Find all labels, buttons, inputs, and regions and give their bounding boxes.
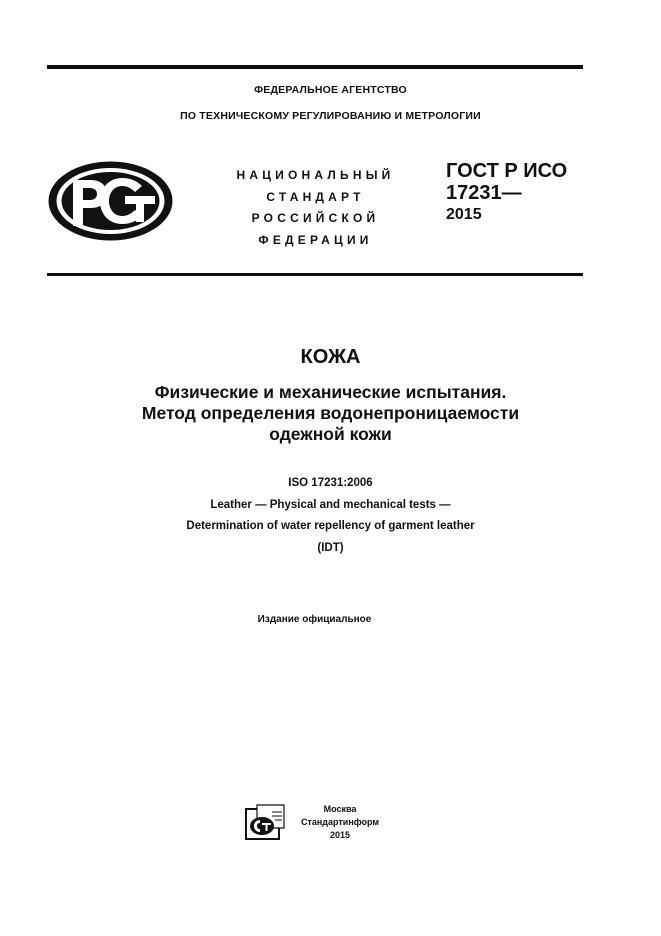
document-subtitle: [0, 382, 661, 445]
national-standard-line4: ФЕДЕРАЦИИ: [258, 232, 373, 247]
publisher-city: Москва: [323, 804, 357, 814]
standartinform-logo-icon: [245, 804, 285, 840]
standard-designation-year: 2015: [446, 206, 482, 223]
publisher-info: [294, 803, 386, 842]
top-rule: [47, 65, 583, 69]
agency-name-line2: ПО ТЕХНИЧЕСКОМУ РЕГУЛИРОВАНИЮ И МЕТРОЛОГИИ: [180, 110, 481, 122]
subtitle-line3: одежной кожи: [269, 424, 392, 444]
iso-english-title-line2: Determination of water repellency of garment leather: [186, 520, 475, 532]
national-standard-line3: РОССИЙСКОЙ: [251, 211, 380, 225]
national-standard-line1: НАЦИОНАЛЬНЫЙ: [236, 168, 395, 182]
middle-rule: [47, 273, 583, 276]
publisher-year: 2015: [329, 830, 351, 840]
edition-label: Издание официальное: [257, 614, 372, 625]
iso-english-title-line1: Leather — Physical and mechanical tests —: [210, 498, 451, 511]
subtitle-line1: Физические и механические испытания.: [154, 382, 507, 402]
agency-name-line1: ФЕДЕРАЛЬНОЕ АГЕНТСТВО: [254, 84, 407, 96]
iso-equivalence-degree: (IDT): [317, 541, 344, 554]
standard-designation: [446, 160, 567, 226]
publisher-name: Стандартинформ: [300, 817, 380, 827]
iso-number: ISO 17231:2006: [288, 477, 373, 489]
standard-designation-number: 17231—: [446, 182, 522, 204]
document-title: КОЖА: [300, 346, 361, 368]
standard-designation-prefix: ГОСТ Р ИСО: [446, 160, 568, 182]
national-standard-label: [208, 165, 423, 251]
iso-reference: [0, 473, 661, 559]
rst-conformity-mark-icon: [47, 160, 174, 242]
national-standard-line2: СТАНДАРТ: [266, 189, 365, 204]
subtitle-line2: Метод определения водонепроницаемости: [141, 403, 520, 423]
